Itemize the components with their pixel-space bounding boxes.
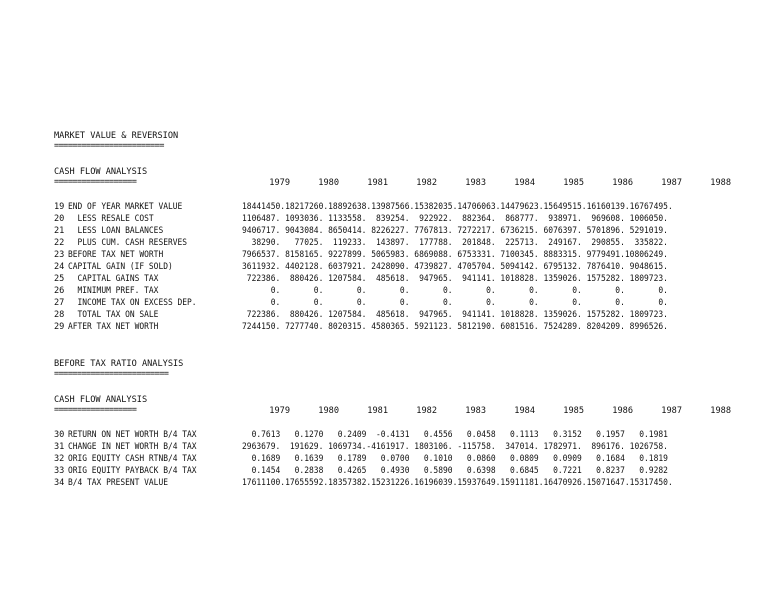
row-label: CHANGE IN NET WORTH B/4 TAX [68,442,197,452]
row-number: 31 [54,442,65,452]
table-row [54,429,754,441]
row-label: BEFORE TAX NET WORTH [68,250,164,260]
subsection-underline: ================== [54,405,137,415]
year-header: 1986 [612,178,633,188]
row-number: 19 [54,202,65,212]
row-values: 2963679. 191629. 1069734.-4161917. 1803106. -115758. 347014. 1782971. 896176. 1026758. [242,442,668,452]
table-row [54,285,754,297]
row-label: TOTAL TAX ON SALE [68,310,159,320]
row-label: LESS LOAN BALANCES [68,226,164,236]
year-header: 1980 [318,406,339,416]
year-header: 1985 [563,178,584,188]
row-label: AFTER TAX NET WORTH [68,322,159,332]
row-label: INCOME TAX ON EXCESS DEP. [68,298,197,308]
row-values: 9406717. 9043084. 8650414. 8226227. 7767813. 7272217. 6736215. 6076397. 5701896. 5291019. [242,226,668,236]
subsection-underline: ================== [54,177,137,187]
table-row [54,249,754,261]
row-number: 21 [54,226,65,236]
row-number: 34 [54,478,65,488]
row-values: 722386. 880426. 1207584. 485618. 947965. 941141. 1018828. 1359026. 1575282. 1809723. [242,274,668,284]
year-header: 1986 [612,406,633,416]
year-header: 1984 [514,178,535,188]
year-header: 1982 [416,178,437,188]
row-values: 7244150. 7277740. 8020315. 4580365. 5921123. 5812190. 6081516. 7524289. 8204209. 8996526. [242,322,668,332]
row-values: 1106487. 1093036. 1133558. 839254. 922922. 882364. 868777. 938971. 969608. 1006050. [242,214,668,224]
row-label: CAPITAL GAINS TAX [68,274,159,284]
year-header: 1982 [416,406,437,416]
section-title-market-value: MARKET VALUE & REVERSION [54,131,179,141]
row-values: 0. 0. 0. 0. 0. 0. 0. 0. 0. 0. [242,298,668,308]
row-values: 3611932. 4402128. 6037921. 2428090. 4739827. 4705704. 5094142. 6795132. 7876410. 9048615. [242,262,668,272]
row-number: 22 [54,238,65,248]
row-label: PLUS CUM. CASH RESERVES [68,238,188,248]
row-number: 29 [54,322,65,332]
section-underline: ======================== [54,141,164,151]
table-row [54,321,754,333]
row-label: END OF YEAR MARKET VALUE [68,202,183,212]
row-values: 0. 0. 0. 0. 0. 0. 0. 0. 0. 0. [242,286,668,296]
row-number: 28 [54,310,65,320]
year-header: 1988 [710,178,731,188]
row-number: 24 [54,262,65,272]
row-values: 0.1454 0.2838 0.4265 0.4930 0.5890 0.6398 0.6845 0.7221 0.8237 0.9282 [242,466,668,476]
subsection-title-cash-flow: CASH FLOW ANALYSIS [54,167,148,177]
table-row [54,477,754,489]
row-number: 33 [54,466,65,476]
year-header: 1979 [269,406,290,416]
row-values: 17611100.17655592.18357382.15231226.16196039.15937649.15911181.16470926.15071647.15317450. [242,478,673,488]
year-header: 1988 [710,406,731,416]
table-row [54,213,754,225]
row-values: 7966537. 8158165. 9227899. 5065983. 6869088. 6753331. 7100345. 8883315. 9779491.10806249. [242,250,668,260]
table-row [54,441,754,453]
table-row [54,465,754,477]
row-number: 23 [54,250,65,260]
row-label: LESS RESALE COST [68,214,154,224]
table-row [54,309,754,321]
row-label: B/4 TAX PRESENT VALUE [68,478,168,488]
subsection-title-cash-flow: CASH FLOW ANALYSIS [54,395,148,405]
year-header: 1980 [318,178,339,188]
row-number: 25 [54,274,65,284]
row-label: MINIMUM PREF. TAX [68,286,159,296]
row-values: 0.1689 0.1639 0.1789 0.0700 0.1010 0.0860 0.0809 0.0909 0.1684 0.1819 [242,454,668,464]
table-row [54,453,754,465]
row-number: 26 [54,286,65,296]
row-label: CAPITAL GAIN (IF SOLD) [68,262,173,272]
table-row [54,261,754,273]
year-header: 1984 [514,406,535,416]
section-underline: ========================= [54,369,169,379]
table-row [54,237,754,249]
row-number: 32 [54,454,65,464]
table-row [54,297,754,309]
table-row [54,225,754,237]
row-number: 27 [54,298,65,308]
row-values: 38290. 77025. 119233. 143897. 177788. 201848. 225713. 249167. 290855. 335822. [242,238,668,248]
year-header: 1981 [367,178,388,188]
row-values: 722386. 880426. 1207584. 485618. 947965. 941141. 1018828. 1359026. 1575282. 1809723. [242,310,668,320]
table-row [54,201,754,213]
year-header: 1979 [269,178,290,188]
year-header: 1985 [563,406,584,416]
table-row [54,273,754,285]
row-label: ORIG EQUITY PAYBACK B/4 TAX [68,466,197,476]
row-number: 30 [54,430,65,440]
section-title-before-tax-ratio: BEFORE TAX RATIO ANALYSIS [54,359,184,369]
row-values: 18441450.18217260.18892638.13987566.15382035.14706063.14479623.15649515.16160139.16767495. [242,202,673,212]
year-header: 1981 [367,406,388,416]
row-label: RETURN ON NET WORTH B/4 TAX [68,430,197,440]
year-header: 1987 [661,178,682,188]
row-number: 20 [54,214,65,224]
year-header: 1983 [465,406,486,416]
year-header: 1983 [465,178,486,188]
year-header: 1987 [661,406,682,416]
row-values: 0.7613 0.1270 0.2409 -0.4131 0.4556 0.0458 0.1113 0.3152 0.1957 0.1981 [242,430,668,440]
row-label: ORIG EQUITY CASH RTNB/4 TAX [68,454,197,464]
